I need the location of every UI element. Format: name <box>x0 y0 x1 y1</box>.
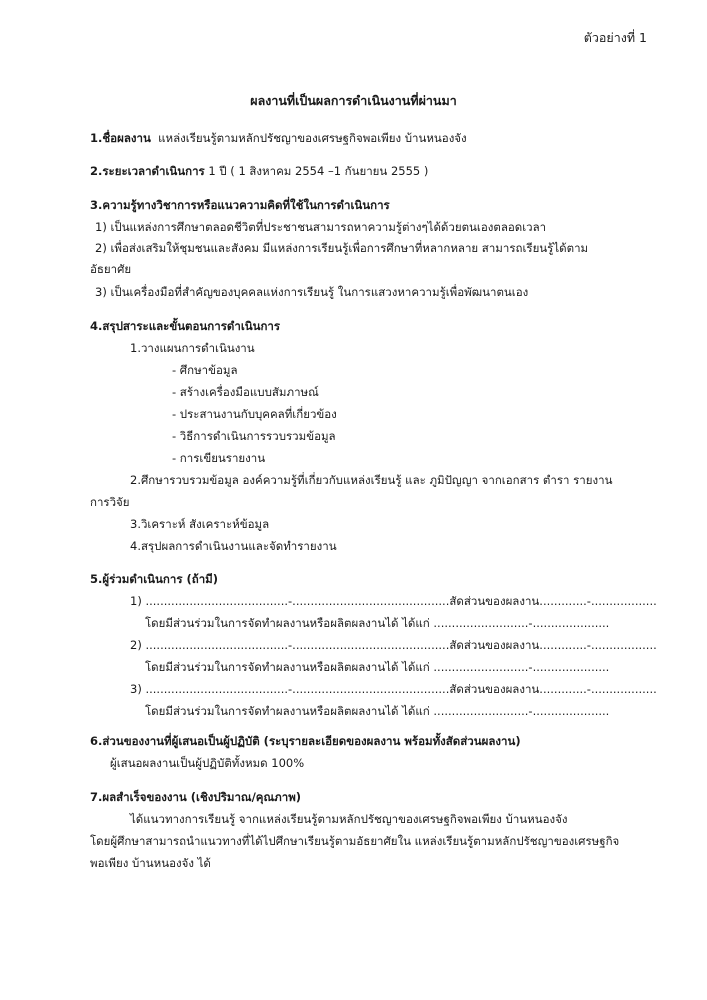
section-4-sub-5: - การเขียนรายงาน <box>172 451 266 465</box>
section-5-row-3: 3) .......................................-...........................................สัดส่วนของผลงาน.............-.................. <box>130 682 657 696</box>
section-4-sub-2: - สร้างเครื่องมือแบบสัมภาษณ์ <box>172 385 319 399</box>
section-3-item-2: 2) เพื่อส่งเสริมให้ชุมชนและสังคม มีแหล่งการเรียนรู้เพื่อการศึกษาที่หลากหลาย สามารถเรียนรู้ได้ตาม <box>95 241 589 255</box>
section-7-heading: 7.ผลสำเร็จของงาน (เชิงปริมาณ/คุณภาพ) <box>90 790 302 804</box>
section-5-row-2: 2) .......................................-...........................................สัดส่วนของผลงาน.............-.................. <box>130 638 657 652</box>
section-3-item-2-cont: อัธยาศัย <box>90 262 132 276</box>
section-5-row-2-detail: โดยมีส่วนร่วมในการจัดทำผลงานหรือผลิตผลงานได้ ได้แก่ ..........................-..................... <box>145 660 610 674</box>
section-5-heading: 5.ผู้ร่วมดำเนินการ (ถ้ามี) <box>90 572 219 586</box>
section-6-heading: 6.ส่วนของงานที่ผู้เสนอเป็นผู้ปฏิบัติ (ระบุรายละเอียดของผลงาน พร้อมทั้งสัดส่วนผลงาน) <box>90 734 521 748</box>
section-1-heading: 1.ชื่อผลงาน <box>90 131 151 145</box>
section-3-item-1: 1) เป็นแหล่งการศึกษาตลอดชีวิตที่ประชาชนสามารถหาความรู้ต่างๆได้ด้วยตนเองตลอดเวลา <box>95 220 547 234</box>
section-1-text: แหล่งเรียนรู้ตามหลักปรัชญาของเศรษฐกิจพอเพียง บ้านหนองจัง <box>158 131 467 145</box>
section-2-text: 1 ปี ( 1 สิงหาคม 2554 –1 กันยายน 2555 ) <box>208 164 429 178</box>
section-5-row-1: 1) .......................................-...........................................สัดส่วนของผลงาน.............-.................. <box>130 594 657 608</box>
section-4-step-3: 3.วิเคราะห์ สังเคราะห์ข้อมูล <box>130 517 270 531</box>
section-7-line-2: โดยผู้ศึกษาสามารถนำแนวทางที่ได้ไปศึกษาเรียนรู้ตามอัธยาศัยใน แหล่งเรียนรู้ตามหลักปรัชญาของเศรษฐกิจ <box>90 834 620 848</box>
section-4-step-4: 4.สรุปผลการดำเนินงานและจัดทำรายงาน <box>130 539 337 553</box>
section-7-line-3: พอเพียง บ้านหนองจัง ได้ <box>90 856 211 870</box>
section-4-sub-3: - ประสานงานกับบุคคลที่เกี่ยวข้อง <box>172 407 337 421</box>
sample-tag: ตัวอย่างที่ 1 <box>583 30 647 45</box>
section-3-heading: 3.ความรู้ทางวิชาการหรือแนวความคิดที่ใช้ในการดำเนินการ <box>90 198 390 212</box>
section-4-heading: 4.สรุปสาระและขั้นตอนการดำเนินการ <box>90 319 281 333</box>
section-4-sub-4: - วิธีการดำเนินการรวบรวมข้อมูล <box>172 429 336 443</box>
section-1 <box>90 133 467 145</box>
section-4-sub-1: - ศึกษาข้อมูล <box>172 363 238 377</box>
section-5-row-3-detail: โดยมีส่วนร่วมในการจัดทำผลงานหรือผลิตผลงานได้ ได้แก่ ..........................-..................... <box>145 704 610 718</box>
section-2 <box>90 166 428 178</box>
section-4-step-2-cont: การวิจัย <box>90 495 130 509</box>
section-4-step-1: 1.วางแผนการดำเนินงาน <box>130 341 255 355</box>
section-3-item-3: 3) เป็นเครื่องมือที่สำคัญของบุคคลแห่งการเรียนรู้ ในการแสวงหาความรู้เพื่อพัฒนาตนเอง <box>95 285 529 299</box>
page-title: ผลงานที่เป็นผลการดำเนินงานที่ผ่านมา <box>250 93 457 108</box>
section-5-row-1-detail: โดยมีส่วนร่วมในการจัดทำผลงานหรือผลิตผลงานได้ ได้แก่ ..........................-..................... <box>145 616 610 630</box>
section-7-line-1: ได้แนวทางการเรียนรู้ จากแหล่งเรียนรู้ตามหลักปรัชญาของเศรษฐกิจพอเพียง บ้านหนองจัง <box>130 812 568 826</box>
section-2-heading: 2.ระยะเวลาดำเนินการ <box>90 164 205 178</box>
section-6-text: ผู้เสนอผลงานเป็นผู้ปฏิบัติทั้งหมด 100% <box>110 756 305 770</box>
section-4-step-2: 2.ศึกษารวบรวมข้อมูล องค์ความรู้ที่เกี่ยวกับแหล่งเรียนรู้ และ ภูมิปัญญา จากเอกสาร ตำรา รายงาน <box>130 473 613 487</box>
